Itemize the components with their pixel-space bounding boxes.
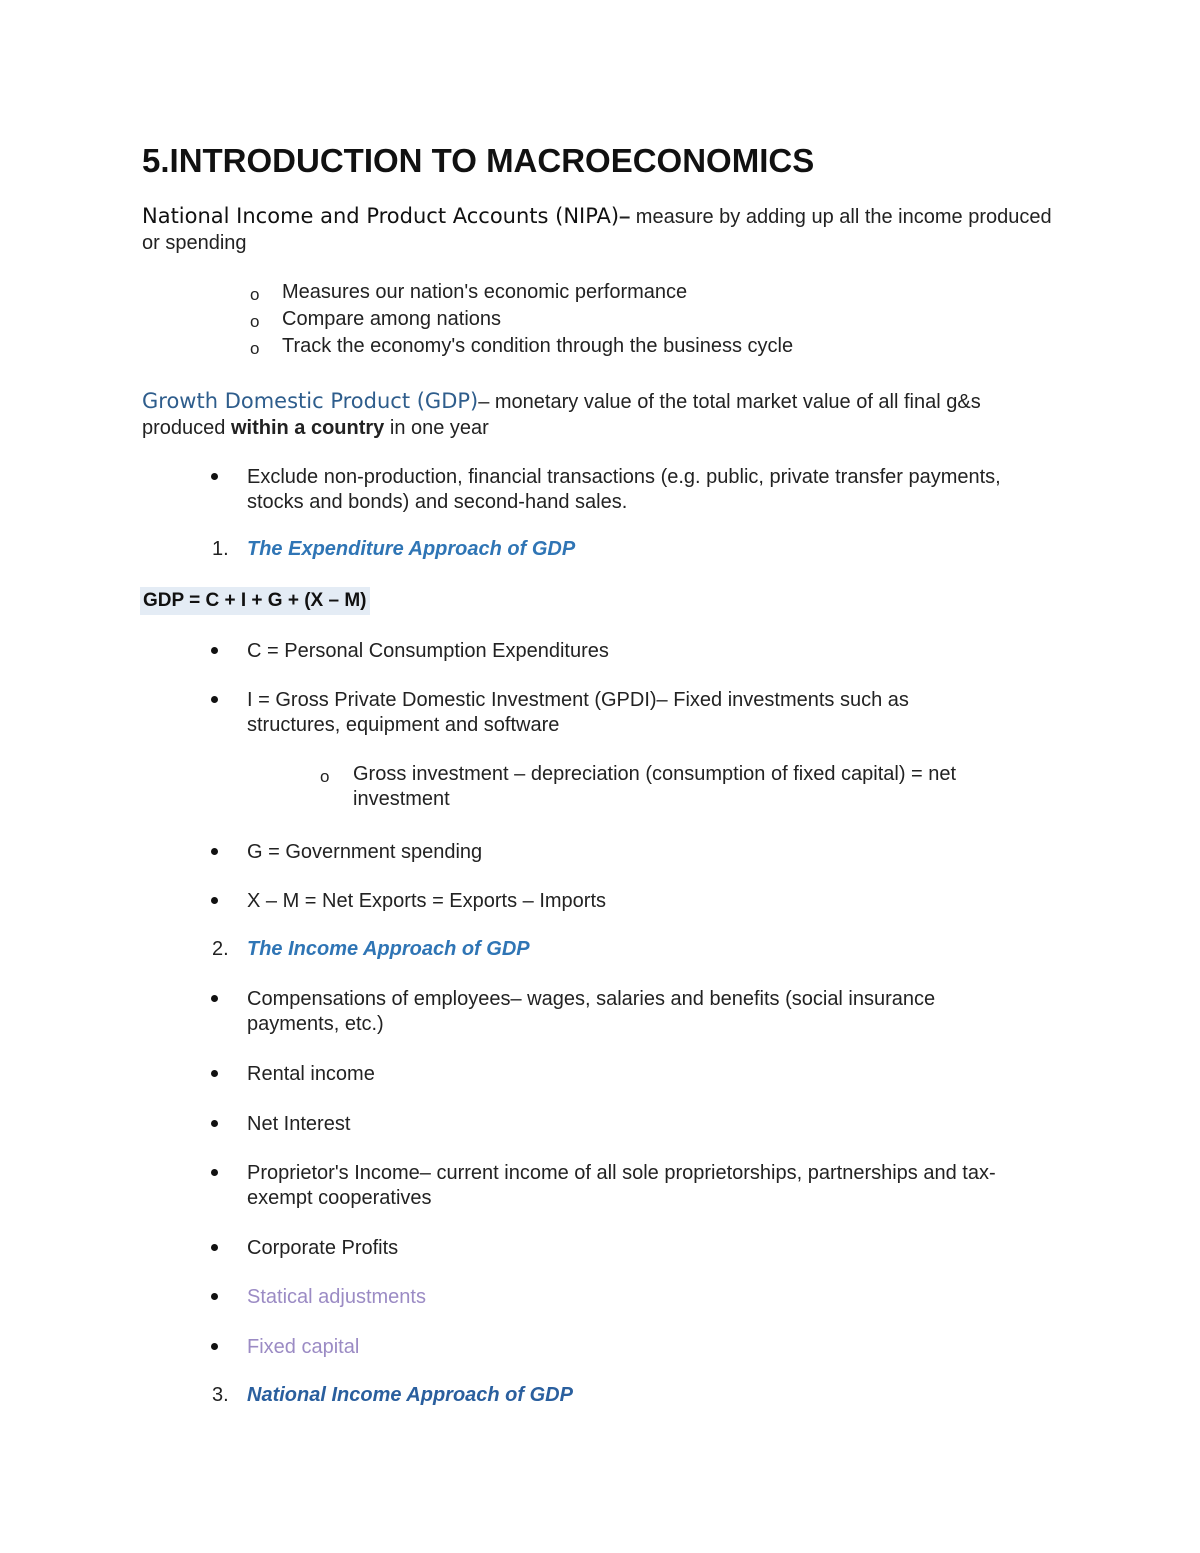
bullet-icon xyxy=(211,1293,218,1300)
nipa-term: National Income and Product Accounts (NIPA) xyxy=(142,204,620,228)
expenditure-i-sub: Gross investment – depreciation (consumption of fixed capital) = net investment xyxy=(353,763,957,810)
bullet-icon xyxy=(211,473,218,480)
bullet-icon xyxy=(211,1070,218,1077)
income-grey-item-1: Statical adjustments xyxy=(247,1286,426,1308)
page-title: 5.INTRODUCTION TO MACROECONOMICS xyxy=(142,142,815,179)
bullet-icon xyxy=(211,1120,218,1127)
list-number-1: 1. xyxy=(212,538,229,560)
list-number-2: 2. xyxy=(212,938,229,960)
gdp-definition-bold: within a country xyxy=(230,417,385,439)
income-item-3: Net Interest xyxy=(247,1113,351,1135)
gdp-term: Growth Domestic Product (GDP) xyxy=(142,389,479,413)
bullet-icon xyxy=(211,897,218,904)
bullet-icon xyxy=(211,1169,218,1176)
bullet-icon xyxy=(211,696,218,703)
income-item-1: Compensations of employees– wages, salaries and benefits (social insurance payments, etc.) xyxy=(247,988,936,1035)
income-item-4: Proprietor's Income– current income of all sole proprietorships, partnerships and tax-exempt cooperatives xyxy=(247,1162,996,1209)
bullet-icon xyxy=(211,1244,218,1251)
bullet-icon xyxy=(211,995,218,1002)
circle-bullet-icon: o xyxy=(250,312,260,331)
nipa-point-2: Compare among nations xyxy=(282,308,502,330)
bullet-icon xyxy=(211,1343,218,1350)
income-heading: The Income Approach of GDP xyxy=(247,938,530,960)
expenditure-i: I = Gross Private Domestic Investment (GPDI)– Fixed investments such as structures, equipment and software xyxy=(247,689,909,736)
circle-bullet-icon: o xyxy=(250,339,260,358)
expenditure-g: G = Government spending xyxy=(247,841,483,863)
gdp-formula: GDP = C + I + G + (X – M) xyxy=(140,587,370,615)
nipa-definition-text: measure by adding up all the income produced or spending xyxy=(142,206,1052,254)
bullet-icon xyxy=(211,647,218,654)
bullet-icon xyxy=(211,848,218,855)
circle-bullet-icon: o xyxy=(250,285,260,304)
expenditure-heading: The Expenditure Approach of GDP xyxy=(247,538,576,560)
list-number-3: 3. xyxy=(212,1384,229,1406)
gdp-definition-end: in one year xyxy=(384,417,489,439)
nipa-dash: – xyxy=(619,206,631,228)
gdp-definition xyxy=(142,388,1062,441)
gdp-exclude-note: Exclude non-production, financial transactions (e.g. public, private transfer payments, stocks and bonds) and second-hand sales. xyxy=(247,466,1001,513)
income-grey-item-2: Fixed capital xyxy=(247,1336,360,1358)
expenditure-xm: X – M = Net Exports = Exports – Imports xyxy=(247,890,607,912)
nipa-point-1: Measures our nation's economic performance xyxy=(282,281,688,303)
income-item-2: Rental income xyxy=(247,1063,375,1085)
national-income-heading: National Income Approach of GDP xyxy=(247,1384,573,1406)
nipa-definition xyxy=(142,203,1062,256)
nipa-point-3: Track the economy's condition through the business cycle xyxy=(282,335,794,357)
income-item-5: Corporate Profits xyxy=(247,1237,399,1259)
circle-bullet-icon: o xyxy=(320,767,330,786)
gdp-definition-start: – monetary value of the total market value of all final g&s produced xyxy=(142,391,981,439)
expenditure-c: C = Personal Consumption Expenditures xyxy=(247,640,609,662)
